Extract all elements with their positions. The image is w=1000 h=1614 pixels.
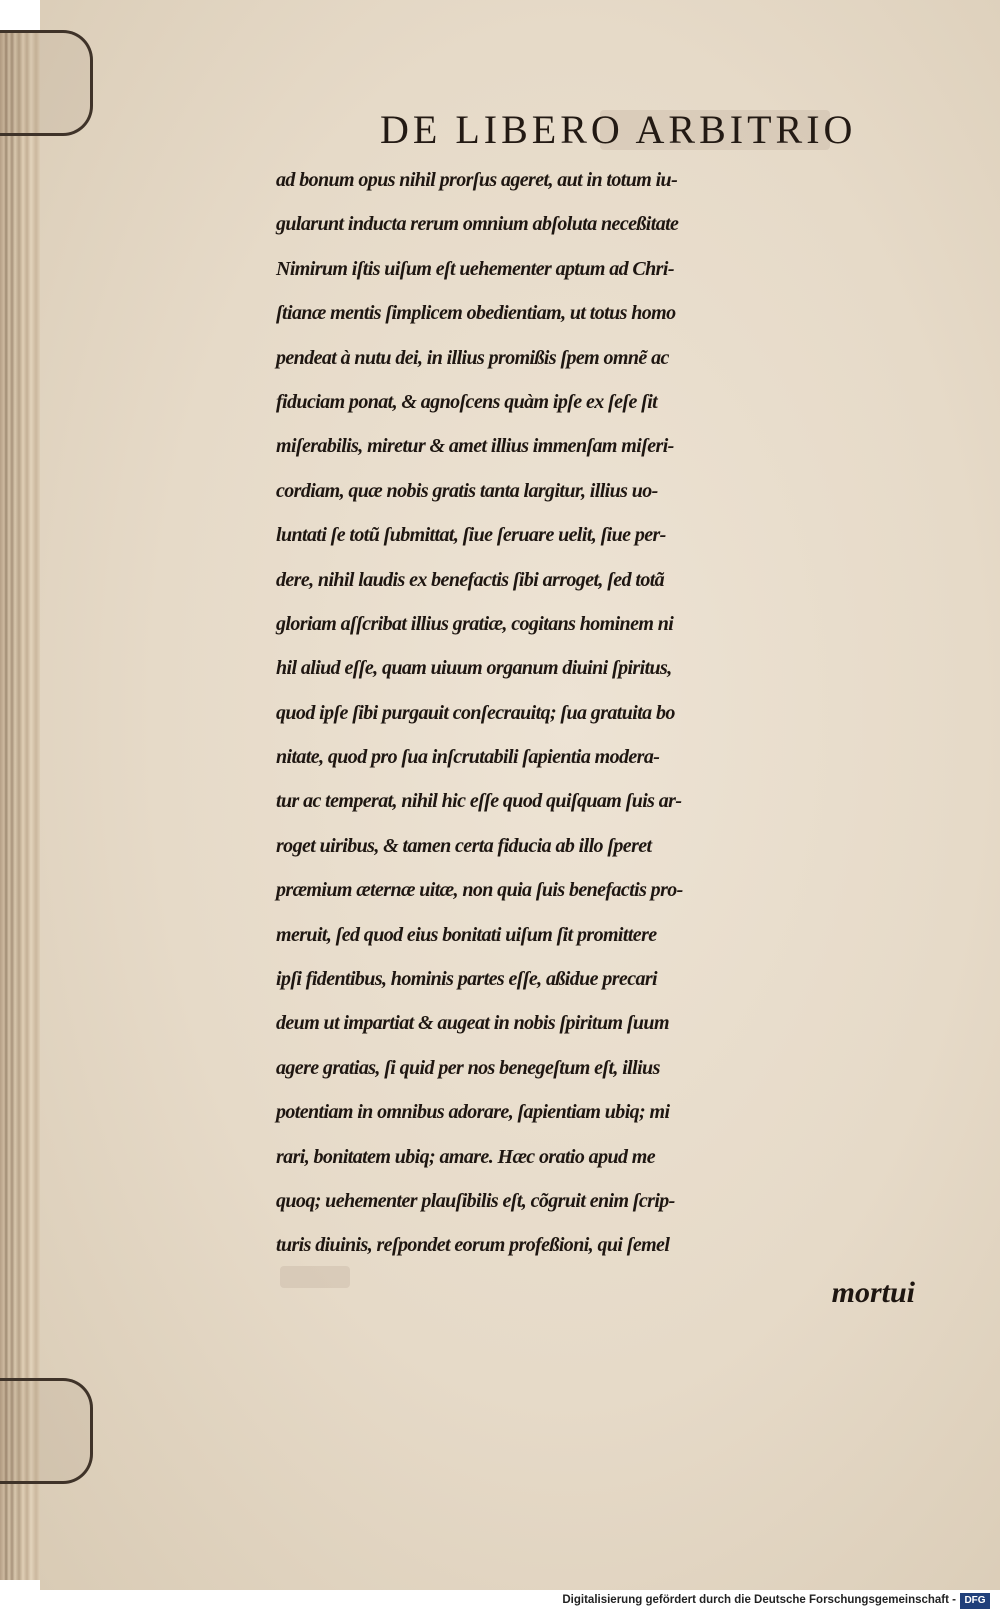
- text-line: ipſi fidentibus, hominis partes eſſe, aßidue precari: [276, 968, 658, 991]
- text-line: gularunt inducta rerum omnium abſoluta neceßitate: [276, 213, 679, 236]
- text-line: agere gratias, ſi quid per nos benegeſtum eſt, illius: [276, 1056, 660, 1079]
- text-line: Nimirum iſtis uiſum eſt uehementer aptum ad Chri-: [276, 257, 674, 280]
- text-line: deum ut impartiat & augeat in nobis ſpiritum ſuum: [276, 1012, 669, 1035]
- text-line: roget uiribus, & tamen certa fiducia ab illo ſperet: [276, 834, 652, 857]
- dfg-logo-icon: DFG: [960, 1593, 990, 1609]
- text-line: cordiam, quæ nobis gratis tanta largitur, illius uo-: [276, 479, 658, 502]
- text-line: tur ac temperat, nihil hic eſſe quod quiſquam ſuis ar-: [276, 790, 682, 813]
- text-line: fiduciam ponat, & agnoſcens quàm ipſe ex ſeſe ſit: [276, 390, 658, 413]
- text-line: rari, bonitatem ubiq; amare. Hæc oratio apud me: [276, 1145, 656, 1168]
- text-line: turis diuinis, reſpondet eorum profeßioni, qui ſemel: [276, 1234, 670, 1257]
- text-line: quod ipſe ſibi purgauit conſecrauitq; ſua gratuita bo: [276, 701, 675, 724]
- binding-clip-top: [0, 30, 93, 136]
- text-line: nitate, quod pro ſua inſcrutabili ſapientia modera-: [276, 746, 660, 769]
- text-line: pendeat à nutu dei, in illius promißis ſpem omnẽ ac: [276, 346, 669, 369]
- text-block: [276, 158, 936, 1268]
- running-head: DE LIBERO ARBITRIO: [380, 107, 857, 152]
- text-line: gloriam aſſcribat illius gratiæ, cogitans hominem ni: [276, 612, 674, 635]
- text-line: miſerabilis, miretur & amet illius immenſam miſeri-: [276, 435, 674, 458]
- text-line: hil aliud eſſe, quam uiuum organum diuini ſpiritus,: [276, 657, 672, 680]
- catchword: mortui: [831, 1276, 915, 1309]
- text-line: potentiam in omnibus adorare, ſapientiam ubiq; mi: [276, 1101, 670, 1124]
- text-line: ad bonum opus nihil prorſus ageret, aut in totum iu-: [276, 169, 678, 191]
- text-line: ſtianæ mentis ſimplicem obedientiam, ut totus homo: [276, 302, 676, 325]
- binding-clip-bottom: [0, 1378, 93, 1484]
- text-line: luntati ſe totũ ſubmittat, ſiue ſeruare uelit, ſiue per-: [276, 524, 666, 547]
- text-line: dere, nihil laudis ex benefactis ſibi arroget, ſed totã: [276, 568, 665, 591]
- show-through-mark: [280, 1266, 350, 1288]
- text-line: præmium æternæ uitæ, non quia ſuis benefactis pro-: [276, 879, 683, 902]
- footer-credit: Digitalisierung gefördert durch die Deutsche Forschungsgemeinschaft -: [562, 1594, 956, 1606]
- text-line: quoq; uehementer plauſibilis eſt, cõgruit enim ſcrip-: [276, 1189, 675, 1212]
- text-line: meruit, ſed quod eius bonitati uiſum ſit promittere: [276, 923, 657, 946]
